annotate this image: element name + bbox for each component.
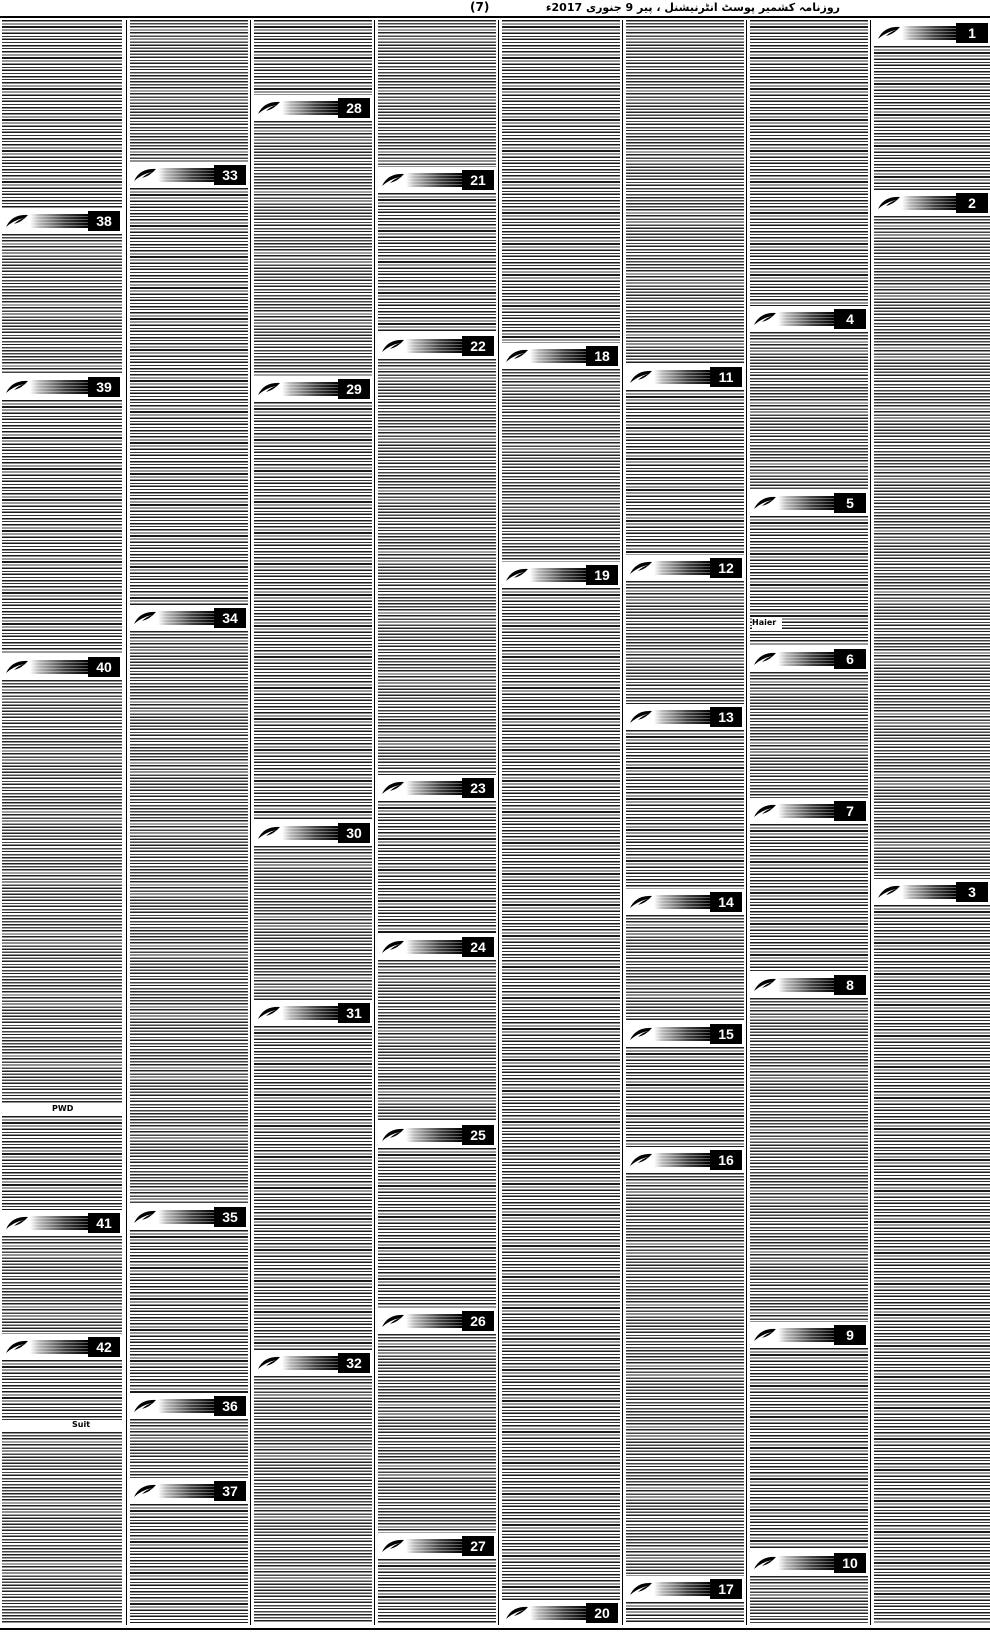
leaf-icon (132, 1208, 158, 1226)
section-header-39: 39 (4, 377, 120, 397)
leaf-icon (132, 1397, 158, 1415)
article-26 (378, 1334, 496, 1533)
article-3 (874, 905, 990, 1623)
leaf-icon (628, 559, 654, 577)
section-header-36: 36 (132, 1396, 246, 1416)
leaf-icon (628, 893, 654, 911)
article-continued (750, 20, 868, 306)
section-header-4: 4 (752, 309, 866, 329)
article-9 (750, 1348, 868, 1550)
section-header-15: 15 (628, 1024, 742, 1044)
article-17 (626, 1602, 744, 1623)
section-header-14: 14 (628, 892, 742, 912)
leaf-icon (380, 779, 406, 797)
section-header-5: 5 (752, 493, 866, 513)
section-header-26: 26 (380, 1311, 494, 1331)
leaf-icon (628, 1025, 654, 1043)
inline-latin-haier: Haier (752, 618, 782, 630)
column-rule (374, 20, 375, 1625)
section-header-8: 8 (752, 975, 866, 995)
section-header-6: 6 (752, 649, 866, 669)
article-40 (2, 680, 122, 1104)
column-5 (378, 20, 496, 1625)
section-header-42: 42 (4, 1337, 120, 1357)
article-29 (254, 402, 372, 820)
article-continued (130, 20, 248, 162)
column-7 (130, 20, 248, 1625)
article-18 (502, 369, 620, 562)
leaf-icon (132, 1482, 158, 1500)
leaf-icon (380, 1312, 406, 1330)
column-2 (750, 20, 868, 1625)
section-header-13: 13 (628, 707, 742, 727)
leaf-icon (876, 883, 902, 901)
leaf-icon (380, 938, 406, 956)
article-41 (2, 1236, 122, 1334)
section-header-25: 25 (380, 1125, 494, 1145)
article-25 (378, 1148, 496, 1308)
article-32 (254, 1376, 372, 1623)
leaf-icon (256, 824, 282, 842)
column-4 (502, 20, 620, 1625)
article-continued (626, 20, 744, 364)
leaf-icon (752, 802, 778, 820)
article-12 (626, 581, 744, 704)
article-16 (626, 1173, 744, 1576)
leaf-icon (256, 1354, 282, 1372)
article-13 (626, 730, 744, 889)
footer-rule (0, 1628, 990, 1630)
section-header-21: 21 (380, 170, 494, 190)
leaf-icon (132, 166, 158, 184)
leaf-icon (4, 378, 30, 396)
section-header-29: 29 (256, 379, 370, 399)
section-header-24: 24 (380, 937, 494, 957)
leaf-icon (876, 24, 902, 42)
leaf-icon (628, 1580, 654, 1598)
article-continued (378, 20, 496, 167)
section-header-10: 10 (752, 1553, 866, 1573)
leaf-icon (628, 1151, 654, 1169)
leaf-icon (504, 566, 530, 584)
column-rule (870, 20, 871, 1625)
column-rule (622, 20, 623, 1625)
leaf-icon (876, 194, 902, 212)
leaf-icon (752, 976, 778, 994)
article-1 (874, 46, 990, 190)
column-8 (2, 20, 122, 1625)
section-header-27: 27 (380, 1536, 494, 1556)
article-42 (2, 1360, 122, 1420)
section-header-19: 19 (504, 565, 618, 585)
article-30 (254, 846, 372, 1000)
article-2 (874, 216, 990, 879)
leaf-icon (380, 171, 406, 189)
article-23 (378, 801, 496, 934)
section-header-41: 41 (4, 1213, 120, 1233)
column-rule (498, 20, 499, 1625)
article-8 (750, 998, 868, 1322)
section-header-1: 1 (876, 23, 988, 43)
section-header-12: 12 (628, 558, 742, 578)
leaf-icon (628, 708, 654, 726)
section-header-35: 35 (132, 1207, 246, 1227)
section-header-3: 3 (876, 882, 988, 902)
leaf-icon (380, 337, 406, 355)
section-header-2: 2 (876, 193, 988, 213)
article-36 (130, 1419, 248, 1478)
section-header-30: 30 (256, 823, 370, 843)
leaf-icon (380, 1537, 406, 1555)
column-rule (746, 20, 747, 1625)
article-11 (626, 390, 744, 555)
leaf-icon (256, 99, 282, 117)
article-31 (254, 1026, 372, 1350)
article-continued (254, 20, 372, 95)
leaf-icon (752, 1326, 778, 1344)
section-header-11: 11 (628, 367, 742, 387)
section-header-32: 32 (256, 1353, 370, 1373)
article-10 (750, 1576, 868, 1623)
section-header-20: 20 (504, 1603, 618, 1623)
article-15 (626, 1047, 744, 1147)
leaf-icon (628, 368, 654, 386)
section-header-31: 31 (256, 1003, 370, 1023)
page-number: (7) (470, 0, 490, 14)
column-rule (250, 20, 251, 1625)
article-42-cont (2, 1432, 122, 1623)
leaf-icon (752, 310, 778, 328)
article-6 (750, 672, 868, 798)
column-3 (626, 20, 744, 1625)
article-continued (502, 20, 620, 343)
section-header-17: 17 (628, 1579, 742, 1599)
article-21 (378, 193, 496, 333)
masthead (0, 0, 990, 18)
section-header-34: 34 (132, 608, 246, 628)
article-34 (130, 631, 248, 1204)
article-35 (130, 1230, 248, 1393)
leaf-icon (504, 1604, 530, 1622)
leaf-icon (132, 609, 158, 627)
article-28 (254, 121, 372, 376)
section-header-38: 38 (4, 211, 120, 231)
leaf-icon (752, 494, 778, 512)
article-22 (378, 359, 496, 775)
leaf-icon (256, 1004, 282, 1022)
leaf-icon (4, 1338, 30, 1356)
article-14 (626, 915, 744, 1021)
section-header-28: 28 (256, 98, 370, 118)
section-header-9: 9 (752, 1325, 866, 1345)
inline-latin-suit: Suit (72, 1420, 91, 1429)
section-header-22: 22 (380, 336, 494, 356)
leaf-icon (4, 212, 30, 230)
leaf-icon (752, 650, 778, 668)
section-header-7: 7 (752, 801, 866, 821)
leaf-icon (256, 380, 282, 398)
article-38 (2, 234, 122, 374)
column-6 (254, 20, 372, 1625)
column-1 (874, 20, 990, 1625)
article-33 (130, 188, 248, 605)
column-rule (126, 20, 127, 1625)
leaf-icon (380, 1126, 406, 1144)
article-19 (502, 588, 620, 1601)
section-header-16: 16 (628, 1150, 742, 1170)
inline-latin-pwd: PWD (52, 1104, 74, 1113)
section-header-37: 37 (132, 1481, 246, 1501)
article-7 (750, 824, 868, 972)
section-header-33: 33 (132, 165, 246, 185)
leaf-icon (504, 347, 530, 365)
article-24 (378, 960, 496, 1122)
article-37 (130, 1504, 248, 1623)
paper-title: روزنامہ کشمیر پوسٹ انٹرنیشنل ، پیر 9 جنوری 2017ء (545, 1, 840, 14)
article-27 (378, 1559, 496, 1623)
article-39 (2, 400, 122, 654)
article-continued (2, 20, 122, 208)
leaf-icon (752, 1554, 778, 1572)
leaf-icon (4, 1214, 30, 1232)
section-header-40: 40 (4, 657, 120, 677)
section-header-18: 18 (504, 346, 618, 366)
section-header-23: 23 (380, 778, 494, 798)
leaf-icon (4, 658, 30, 676)
article-40-cont (2, 1116, 122, 1210)
article-4 (750, 332, 868, 490)
